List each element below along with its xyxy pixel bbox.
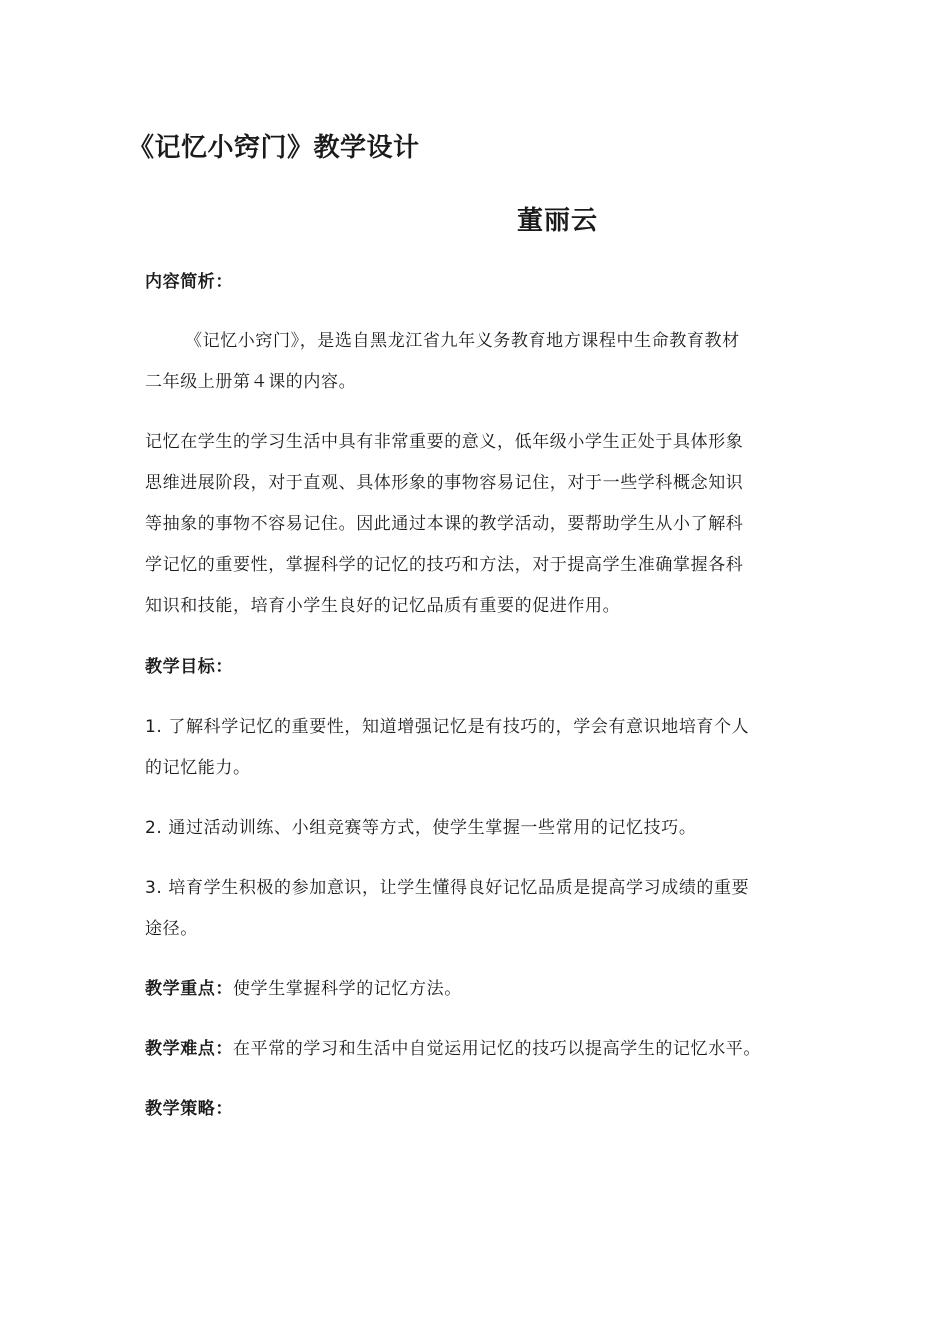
author-name: 董丽云 (517, 206, 599, 236)
goal-3-line-1: 3. 培育学生积极的参加意识，让学生懂得良好记忆品质是提高学习成绩的重要 (145, 878, 750, 898)
goal-1-line-1: 1. 了解科学记忆的重要性，知道增强记忆是有技巧的，学会有意识地培育个人 (145, 717, 750, 737)
strategy-heading: 教学策略： (145, 1099, 233, 1119)
summary-heading: 内容简析： (145, 272, 233, 292)
summary-paragraph-2-line-4: 学记忆的重要性，掌握科学的记忆的技巧和方法，对于提高学生准确掌握各科 (145, 555, 744, 575)
key-point-label: 教学重点： (145, 979, 233, 999)
key-point-text: 使学生掌握科学的记忆方法。 (233, 979, 462, 999)
goal-2-line-1: 2. 通过活动训练、小组竞赛等方式，使学生掌握一些常用的记忆技巧。 (145, 818, 697, 838)
document-title: 《记忆小窍门》教学设计 (128, 133, 420, 163)
key-point-row (145, 977, 462, 1001)
summary-paragraph-1-line-1: 《记忆小窍门》，是选自黑龙江省九年义务教育地方课程中生命教育教材 (185, 331, 740, 351)
summary-paragraph-2-line-1: 记忆在学生的学习生活中具有非常重要的意义，低年级小学生正处于具体形象 (145, 432, 744, 452)
summary-paragraph-2-line-5: 知识和技能，培育小学生良好的记忆品质有重要的促进作用。 (145, 596, 621, 616)
goal-1-line-2: 的记忆能力。 (145, 758, 251, 778)
difficulty-text: 在平常的学习和生活中自觉运用记忆的技巧以提高学生的记忆水平。 (233, 1039, 761, 1059)
goal-3-line-2: 途径。 (145, 919, 198, 939)
difficulty-row (145, 1037, 761, 1061)
difficulty-label: 教学难点： (145, 1039, 233, 1059)
summary-paragraph-2-line-2: 思维进展阶段，对于直观、具体形象的事物容易记住，对于一些学科概念知识 (145, 473, 744, 493)
goals-heading: 教学目标： (145, 657, 233, 677)
summary-paragraph-1-line-2: 二年级上册第４课的内容。 (145, 372, 357, 392)
summary-paragraph-2-line-3: 等抽象的事物不容易记住。因此通过本课的教学活动，要帮助学生从小了解科 (145, 514, 744, 534)
